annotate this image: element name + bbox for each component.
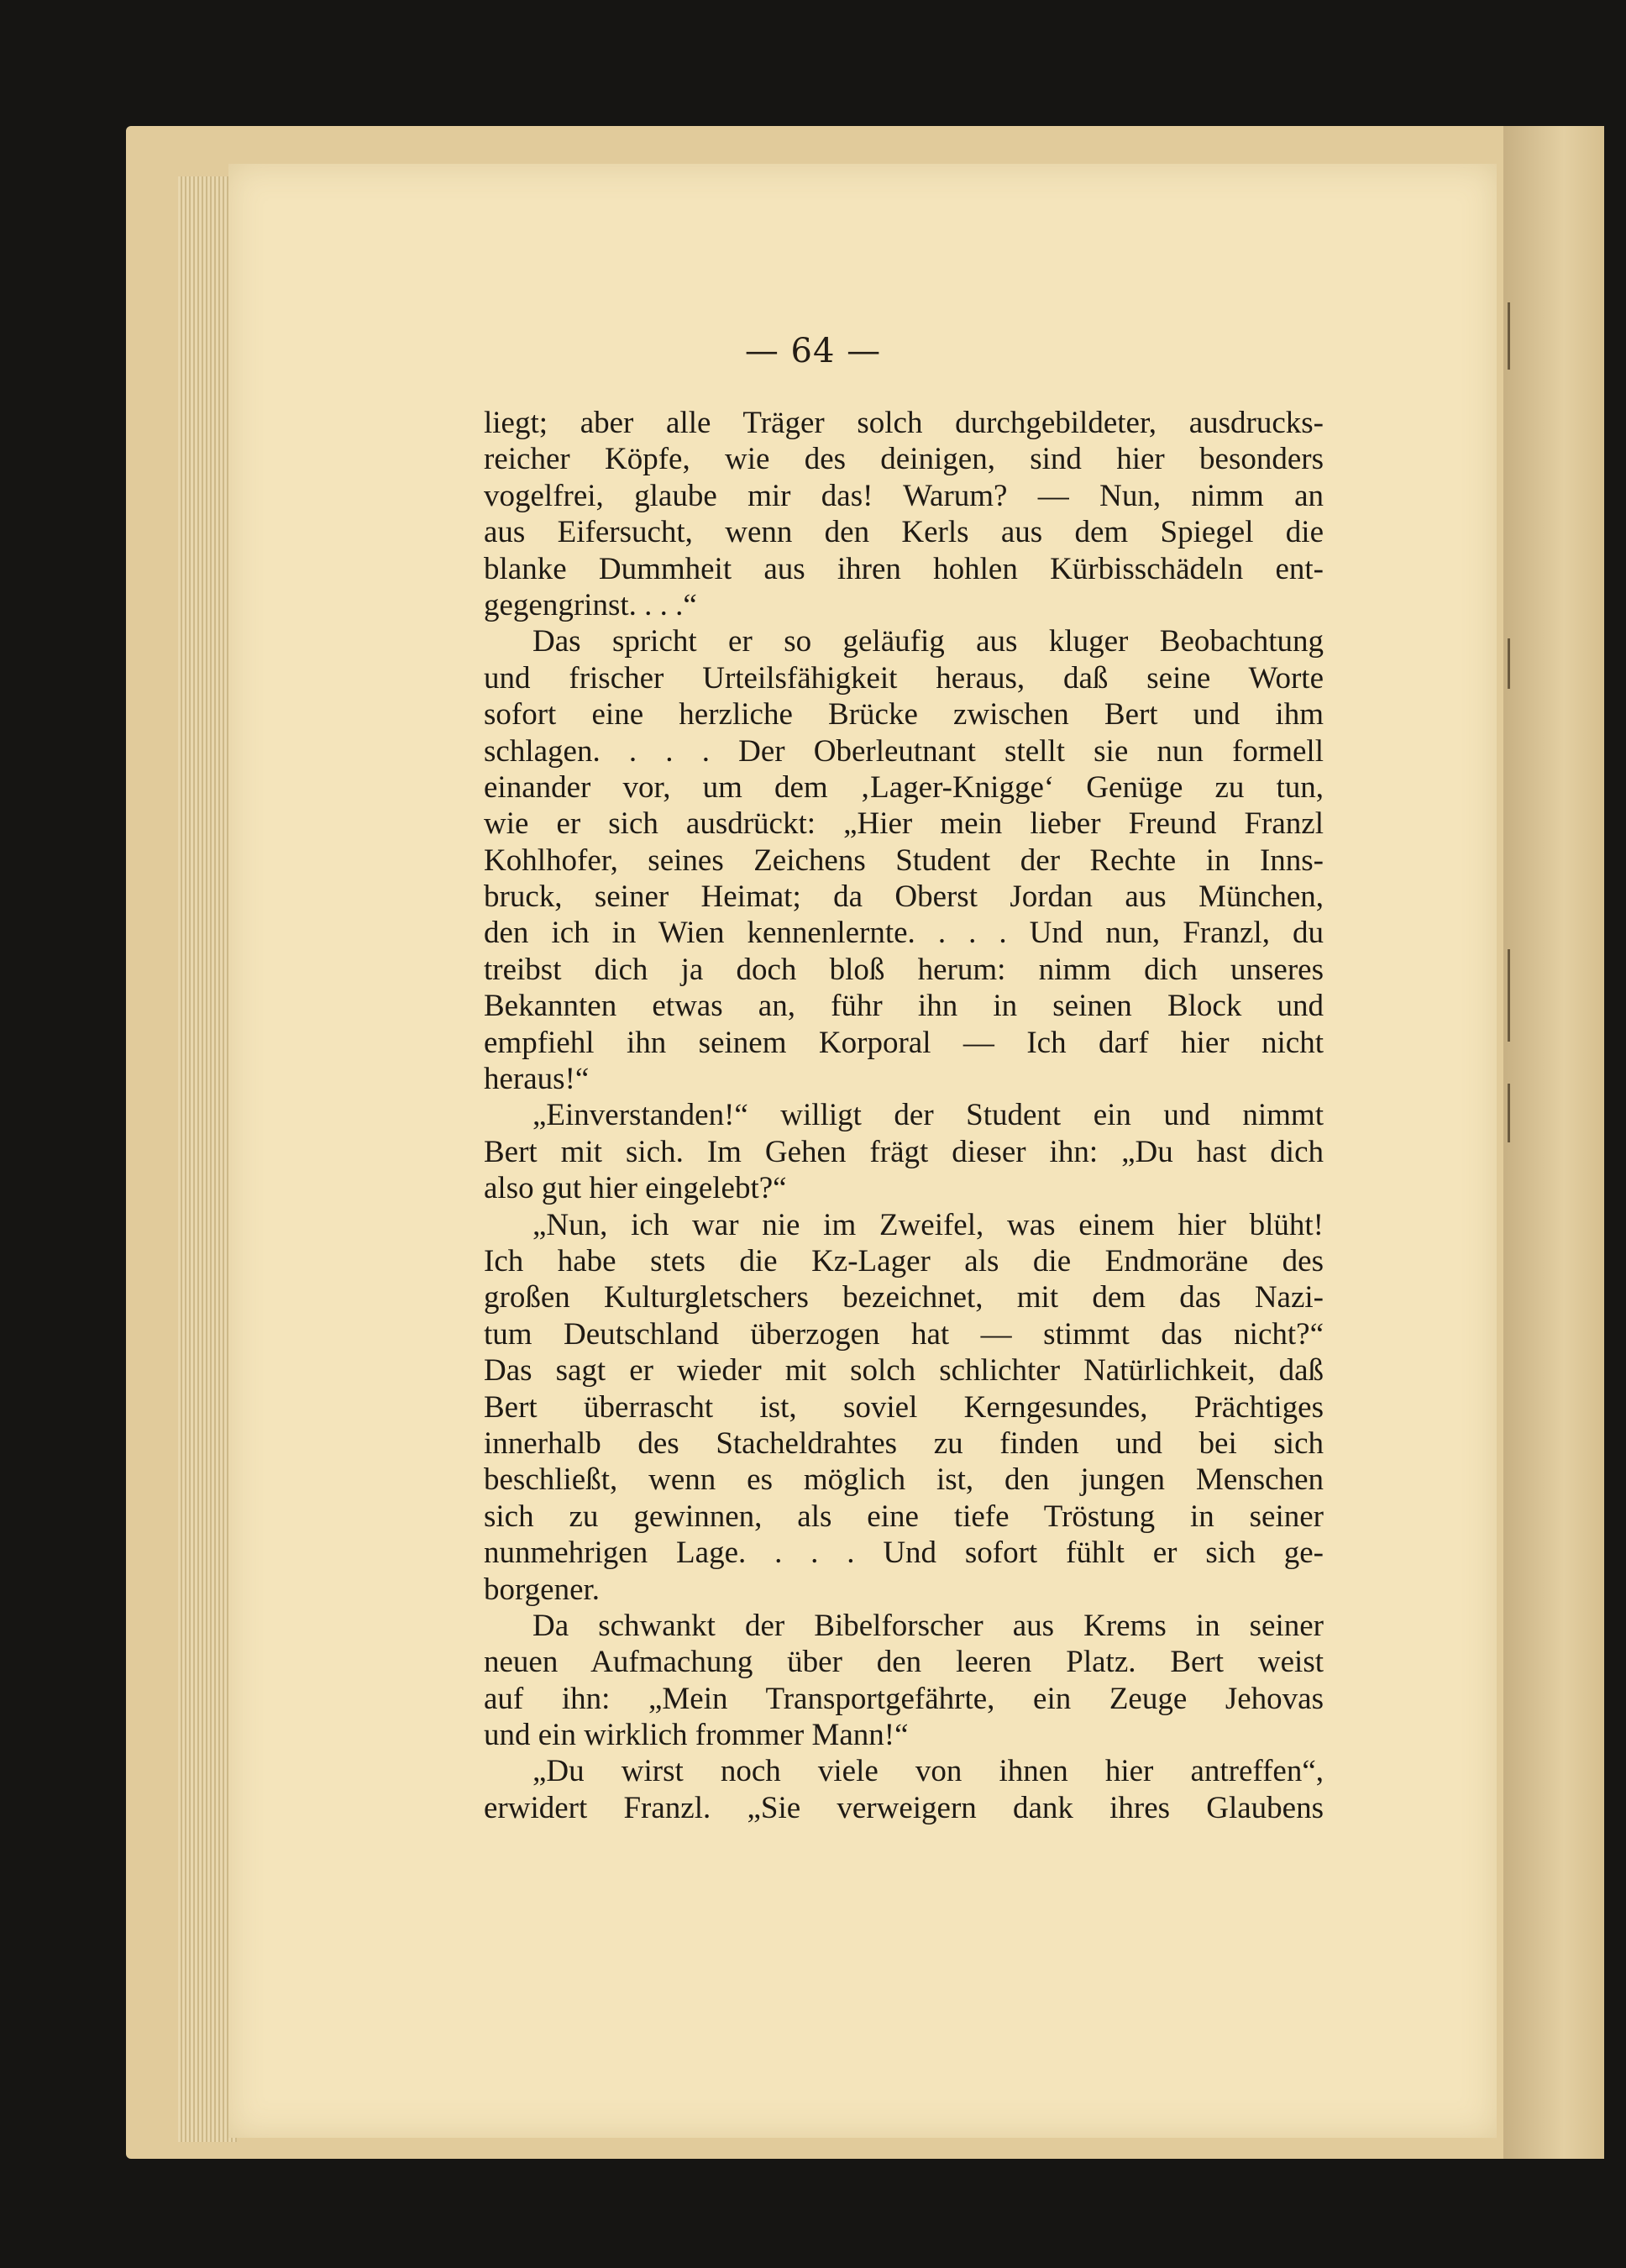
text-line: bruck, seiner Heimat; da Oberst Jordan aus München,	[484, 879, 1324, 915]
text-line: und frischer Urteilsfähigkeit heraus, daß seine Worte	[484, 660, 1324, 696]
text-line: innerhalb des Stacheldrahtes zu finden und bei sich	[484, 1425, 1324, 1461]
text-line: liegt; aber alle Träger solch durchgebildeter, ausdrucks-	[484, 406, 1324, 440]
text-line: beschließt, wenn es möglich ist, den jungen Menschen	[484, 1462, 1324, 1498]
text-line: auf ihn: „Mein Transportgefährte, ein Zeuge Jehovas	[484, 1681, 1324, 1716]
text-line: Das sagt er wieder mit solch schlichter Natürlichkeit, daß	[484, 1353, 1324, 1389]
text-line: wie er sich ausdrückt: „Hier mein lieber Freund Franzl	[484, 806, 1324, 842]
text-line: Bert überrascht ist, soviel Kerngesundes, Prächtiges	[484, 1389, 1324, 1425]
text-line: „Du wirst noch viele von ihnen hier antreffen“,	[532, 1754, 1324, 1789]
text-line: neuen Aufmachung über den leeren Platz. Bert weist	[484, 1645, 1324, 1680]
text-line: den ich in Wien kennenlernte. . . . Und nun, Franzl, du	[484, 916, 1324, 951]
text-line: Bert mit sich. Im Gehen frägt dieser ihn: „Du hast dich	[484, 1134, 1324, 1169]
text-line: „Einverstanden!“ willigt der Student ein und nimmt	[532, 1098, 1324, 1133]
text-line: borgener.	[484, 1572, 601, 1607]
text-line: großen Kulturgletschers bezeichnet, mit dem das Nazi-	[484, 1280, 1324, 1315]
text-line: sofort eine herzliche Brücke zwischen Bert und ihm	[484, 697, 1324, 732]
text-line: reicher Köpfe, wie des deinigen, sind hier besonders	[484, 442, 1324, 477]
text-line: „Nun, ich war nie im Zweifel, was einem hier blüht!	[532, 1207, 1324, 1242]
text-line: schlagen. . . . Der Oberleutnant stellt sie nun formell	[484, 733, 1324, 769]
page-number: — 64 —	[744, 332, 882, 370]
text-line: blanke Dummheit aus ihren hohlen Kürbisschädeln ent-	[484, 551, 1324, 586]
spine-mark	[1508, 949, 1510, 1042]
spine-mark	[1508, 1084, 1510, 1142]
text-line: sich zu gewinnen, als eine tiefe Tröstung in seiner	[484, 1499, 1324, 1534]
text-line: also gut hier eingelebt?“	[484, 1171, 787, 1206]
text-line: Das spricht er so geläufig aus kluger Beobachtung	[532, 624, 1324, 659]
spine-mark	[1508, 638, 1510, 689]
body-text	[484, 405, 1324, 1826]
text-line: aus Eifersucht, wenn den Kerls aus dem Spiegel die	[484, 515, 1324, 550]
text-line: heraus!“	[484, 1062, 590, 1097]
text-line: und ein wirklich frommer Mann!“	[484, 1718, 909, 1753]
text-line: einander vor, um dem ‚Lager-Knigge‘ Genüge zu tun,	[484, 769, 1324, 805]
text-line: vogelfrei, glaube mir das! Warum? — Nun, nimm an	[484, 478, 1324, 513]
text-line: Da schwankt der Bibelforscher aus Krems in seiner	[532, 1608, 1324, 1643]
text-line: treibst dich ja doch bloß herum: nimm dich unseres	[484, 952, 1324, 987]
text-line: erwidert Franzl. „Sie verweigern dank ihres Glaubens	[484, 1790, 1324, 1825]
facing-page-edge	[1503, 126, 1604, 2159]
text-line: Ich habe stets die Kz-Lager als die Endmoräne des	[484, 1243, 1324, 1278]
text-line: Bekannten etwas an, führ ihn in seinen Block und	[484, 989, 1324, 1024]
text-line: Kohlhofer, seines Zeichens Student der Rechte in Inns-	[484, 843, 1324, 878]
text-line: gegengrinst. . . .“	[484, 587, 697, 622]
text-line: nunmehrigen Lage. . . . Und sofort fühlt er sich ge-	[484, 1536, 1324, 1571]
text-line: empfiehl ihn seinem Korporal — Ich darf hier nicht	[484, 1025, 1324, 1060]
text-line: tum Deutschland überzogen hat — stimmt das nicht?“	[484, 1316, 1324, 1352]
